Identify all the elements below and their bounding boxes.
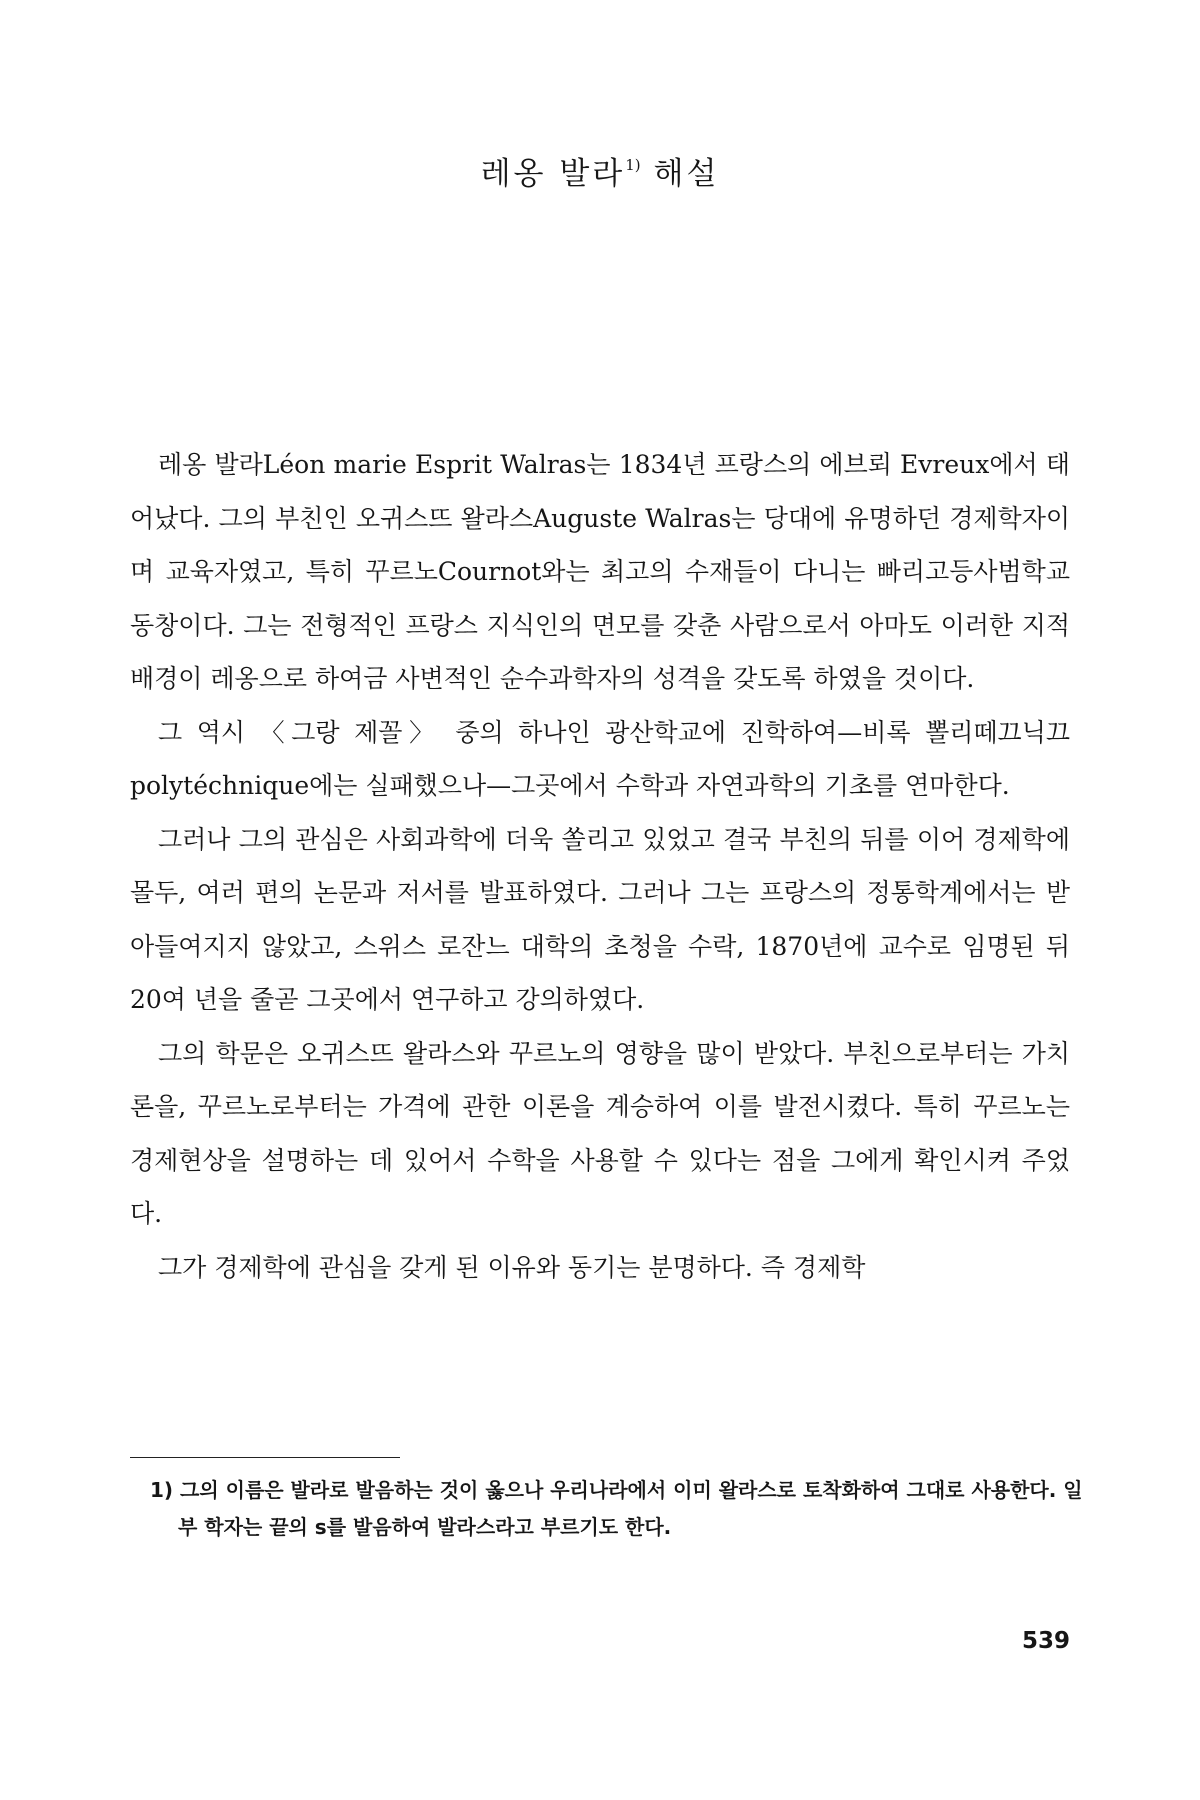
page-number: 539	[1021, 1628, 1070, 1654]
footnote: 1) 그의 이름은 발라로 발음하는 것이 옳으나 우리나라에서 이미 왈라스로 토착화하여 그대로 사용한다. 일부 학자는 끝의 s를 발음하여 발라스라고 부르기도 한다.	[150, 1478, 1083, 1539]
paragraph-5: 그가 경제학에 관심을 갖게 된 이유와 동기는 분명하다. 즉 경제학	[158, 1252, 866, 1282]
title-suffix: 해설	[653, 156, 720, 192]
paragraph-4: 그의 학문은 오귀스뜨 왈라스와 꾸르노의 영향을 많이 받았다. 부친으로부터는 가치론을, 꾸르노로부터는 가격에 관한 이론을 계승하여 이를 발전시켰다. 특히 꾸르노는 경제현상을 설명하는 데 있어서 수학을 사용할 수 있다는 점을 그에게 확인시켜 주었다.	[130, 1038, 1070, 1228]
footnote-divider	[130, 1457, 400, 1458]
paragraph-1: 레옹 발라Léon marie Esprit Walras는 1834년 프랑스의 에브뢰 Evreux에서 태어났다. 그의 부친인 오귀스뜨 왈라스Auguste Walras는 당대에 유명하던 경제학자이며 교육자였고, 특히 꾸르노Cournot와는 최고의 수재들이 다니는 빠리고등사범학교 동창이다. 그는 전형적인 프랑스 지식인의 면모를 갖춘 사람으로서 아마도 이러한 지적 배경이 레옹으로 하여금 사변적인 순수과학자의 성격을 갖도록 하였을 것이다.	[130, 450, 1070, 693]
page-title	[0, 148, 1200, 193]
body-text	[130, 438, 1070, 1294]
paragraph-3: 그러나 그의 관심은 사회과학에 더욱 쏠리고 있었고 결국 부친의 뒤를 이어 경제학에 몰두, 여러 편의 논문과 저서를 발표하였다. 그러나 그는 프랑스의 정통학계에서는 받아들여지지 않았고, 스위스 로잔느 대학의 초청을 수락, 1870년에 교수로 임명된 뒤 20여 년을 줄곧 그곳에서 연구하고 강의하였다.	[130, 824, 1070, 1014]
paragraph-2: 그 역시 〈그랑 제꼴〉 중의 하나인 광산학교에 진학하여—비록 뽈리떼끄닉끄 polytéchnique에는 실패했으나—그곳에서 수학과 자연과학의 기초를 연마한다.	[130, 717, 1070, 800]
footnote-mark: 1)	[625, 156, 641, 174]
title-text: 레옹 발라	[480, 156, 626, 192]
